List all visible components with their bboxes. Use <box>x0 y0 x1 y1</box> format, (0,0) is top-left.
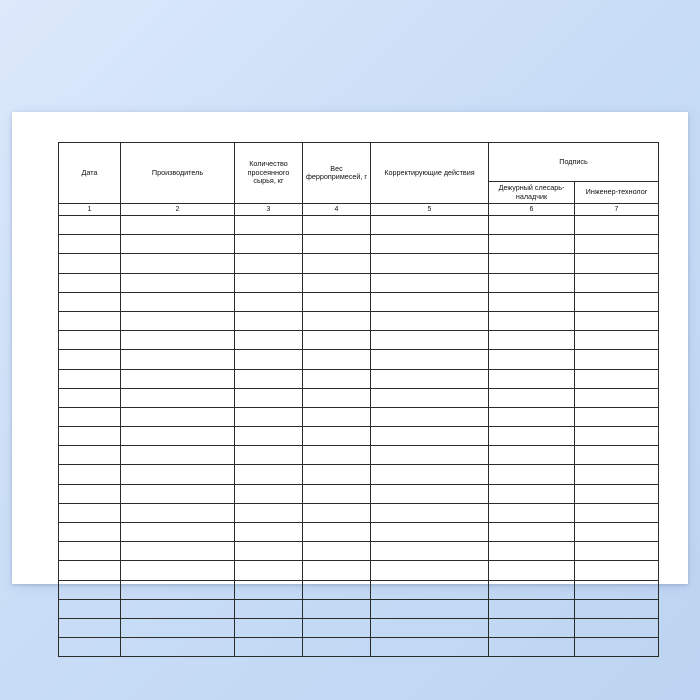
table-cell[interactable] <box>59 350 121 369</box>
table-row[interactable] <box>59 465 659 484</box>
col-header-process-engineer: Инженер-технолог <box>575 182 659 204</box>
col-number-1: 1 <box>59 204 121 216</box>
table-cell[interactable] <box>59 638 121 657</box>
table-cell[interactable] <box>235 407 303 426</box>
table-cell[interactable] <box>303 523 371 542</box>
table-cell[interactable] <box>489 216 575 235</box>
table-cell[interactable] <box>303 465 371 484</box>
col-header-ferro-weight: Вес ферропримесей, г <box>303 143 371 204</box>
table-cell[interactable] <box>303 638 371 657</box>
table-row[interactable] <box>59 580 659 599</box>
col-header-corrective-actions: Корректирующие действия <box>371 143 489 204</box>
table-cell[interactable] <box>575 484 659 503</box>
table-cell[interactable] <box>303 484 371 503</box>
table-cell[interactable] <box>371 388 489 407</box>
table-cell[interactable] <box>371 350 489 369</box>
table-row[interactable] <box>59 216 659 235</box>
table-cell[interactable] <box>575 503 659 522</box>
table-cell[interactable] <box>489 235 575 254</box>
table-cell[interactable] <box>303 580 371 599</box>
table-cell[interactable] <box>575 254 659 273</box>
table-header-row-main <box>59 143 659 182</box>
table-cell[interactable] <box>489 273 575 292</box>
table-cell[interactable] <box>575 427 659 446</box>
table-cell[interactable] <box>121 446 235 465</box>
table-cell[interactable] <box>303 235 371 254</box>
table-cell[interactable] <box>121 331 235 350</box>
table-row[interactable] <box>59 484 659 503</box>
table-cell[interactable] <box>489 388 575 407</box>
table-cell[interactable] <box>575 542 659 561</box>
table-row[interactable] <box>59 427 659 446</box>
table-cell[interactable] <box>489 599 575 618</box>
table-cell[interactable] <box>489 311 575 330</box>
table-cell[interactable] <box>303 561 371 580</box>
table-cell[interactable] <box>59 388 121 407</box>
table-cell[interactable] <box>575 331 659 350</box>
table-cell[interactable] <box>235 618 303 637</box>
table-cell[interactable] <box>303 331 371 350</box>
table-cell[interactable] <box>489 618 575 637</box>
table-cell[interactable] <box>303 369 371 388</box>
table-cell[interactable] <box>303 311 371 330</box>
document-paper <box>12 112 688 584</box>
table-cell[interactable] <box>59 292 121 311</box>
table-row[interactable] <box>59 331 659 350</box>
table-row[interactable] <box>59 311 659 330</box>
table-row[interactable] <box>59 618 659 637</box>
table-cell[interactable] <box>371 427 489 446</box>
table-cell[interactable] <box>575 235 659 254</box>
table-cell[interactable] <box>121 561 235 580</box>
table-row[interactable] <box>59 542 659 561</box>
table-cell[interactable] <box>121 465 235 484</box>
table-cell[interactable] <box>235 503 303 522</box>
col-number-6: 6 <box>489 204 575 216</box>
table-cell[interactable] <box>371 618 489 637</box>
table-row[interactable] <box>59 254 659 273</box>
table-cell[interactable] <box>371 542 489 561</box>
table-cell[interactable] <box>371 273 489 292</box>
table-cell[interactable] <box>489 427 575 446</box>
table-cell[interactable] <box>489 503 575 522</box>
table-cell[interactable] <box>303 292 371 311</box>
table-cell[interactable] <box>371 216 489 235</box>
table-cell[interactable] <box>121 484 235 503</box>
table-cell[interactable] <box>121 369 235 388</box>
table-row[interactable] <box>59 369 659 388</box>
table-cell[interactable] <box>235 254 303 273</box>
table-cell[interactable] <box>235 484 303 503</box>
table-cell[interactable] <box>489 523 575 542</box>
table-cell[interactable] <box>303 618 371 637</box>
table-cell[interactable] <box>59 427 121 446</box>
table-cell[interactable] <box>575 350 659 369</box>
table-cell[interactable] <box>235 331 303 350</box>
log-table <box>58 142 659 657</box>
table-cell[interactable] <box>121 618 235 637</box>
table-cell[interactable] <box>59 484 121 503</box>
table-cell[interactable] <box>303 599 371 618</box>
table-cell[interactable] <box>303 388 371 407</box>
table-cell[interactable] <box>575 292 659 311</box>
table-row[interactable] <box>59 599 659 618</box>
table-cell[interactable] <box>575 273 659 292</box>
table-row[interactable] <box>59 350 659 369</box>
table-cell[interactable] <box>371 235 489 254</box>
table-cell[interactable] <box>371 465 489 484</box>
table-cell[interactable] <box>121 599 235 618</box>
table-cell[interactable] <box>235 311 303 330</box>
col-header-manufacturer: Производитель <box>121 143 235 204</box>
col-number-2: 2 <box>121 204 235 216</box>
table-cell[interactable] <box>121 523 235 542</box>
table-cell[interactable] <box>575 465 659 484</box>
table-cell[interactable] <box>575 388 659 407</box>
table-cell[interactable] <box>303 216 371 235</box>
table-cell[interactable] <box>303 503 371 522</box>
table-row[interactable] <box>59 561 659 580</box>
table-cell[interactable] <box>235 446 303 465</box>
table-cell[interactable] <box>371 446 489 465</box>
col-header-sifted-quantity: Количество просеянного сырья, кг <box>235 143 303 204</box>
table-row[interactable] <box>59 638 659 657</box>
table-cell[interactable] <box>121 216 235 235</box>
table-cell[interactable] <box>235 216 303 235</box>
table-cell[interactable] <box>575 599 659 618</box>
table-cell[interactable] <box>575 311 659 330</box>
table-cell[interactable] <box>371 638 489 657</box>
table-cell[interactable] <box>235 523 303 542</box>
table-row[interactable] <box>59 407 659 426</box>
table-cell[interactable] <box>235 388 303 407</box>
table-cell[interactable] <box>59 618 121 637</box>
table-cell[interactable] <box>575 580 659 599</box>
table-cell[interactable] <box>59 523 121 542</box>
table-cell[interactable] <box>121 638 235 657</box>
table-cell[interactable] <box>121 311 235 330</box>
table-cell[interactable] <box>235 561 303 580</box>
col-header-date: Дата <box>59 143 121 204</box>
table-cell[interactable] <box>371 254 489 273</box>
table-cell[interactable] <box>59 561 121 580</box>
table-cell[interactable] <box>489 446 575 465</box>
table-cell[interactable] <box>489 350 575 369</box>
table-cell[interactable] <box>59 580 121 599</box>
table-cell[interactable] <box>121 254 235 273</box>
table-cell[interactable] <box>489 561 575 580</box>
table-cell[interactable] <box>235 292 303 311</box>
table-cell[interactable] <box>59 254 121 273</box>
table-cell[interactable] <box>575 561 659 580</box>
table-cell[interactable] <box>235 465 303 484</box>
table-cell[interactable] <box>235 350 303 369</box>
table-cell[interactable] <box>371 561 489 580</box>
log-sheet <box>58 142 658 657</box>
table-cell[interactable] <box>121 292 235 311</box>
table-row[interactable] <box>59 235 659 254</box>
table-cell[interactable] <box>371 580 489 599</box>
table-cell[interactable] <box>575 523 659 542</box>
table-cell[interactable] <box>59 503 121 522</box>
table-cell[interactable] <box>371 523 489 542</box>
table-cell[interactable] <box>59 542 121 561</box>
table-row[interactable] <box>59 388 659 407</box>
table-cell[interactable] <box>575 638 659 657</box>
table-cell[interactable] <box>489 331 575 350</box>
table-cell[interactable] <box>303 446 371 465</box>
table-cell[interactable] <box>489 484 575 503</box>
table-cell[interactable] <box>235 638 303 657</box>
table-cell[interactable] <box>303 254 371 273</box>
table-cell[interactable] <box>303 427 371 446</box>
table-cell[interactable] <box>371 484 489 503</box>
col-header-duty-mechanic: Дежурный слесарь-наладчик <box>489 182 575 204</box>
table-cell[interactable] <box>121 235 235 254</box>
col-number-4: 4 <box>303 204 371 216</box>
table-cell[interactable] <box>371 503 489 522</box>
table-cell[interactable] <box>121 427 235 446</box>
table-cell[interactable] <box>121 503 235 522</box>
table-cell[interactable] <box>235 273 303 292</box>
table-column-number-row <box>59 204 659 216</box>
col-header-signature-group: Подпись <box>489 143 659 182</box>
table-cell[interactable] <box>371 369 489 388</box>
table-cell[interactable] <box>121 580 235 599</box>
table-cell[interactable] <box>121 542 235 561</box>
table-cell[interactable] <box>489 580 575 599</box>
table-cell[interactable] <box>121 407 235 426</box>
table-cell[interactable] <box>59 331 121 350</box>
table-cell[interactable] <box>303 350 371 369</box>
table-cell[interactable] <box>371 599 489 618</box>
table-cell[interactable] <box>371 292 489 311</box>
table-cell[interactable] <box>489 465 575 484</box>
table-cell[interactable] <box>489 638 575 657</box>
table-cell[interactable] <box>121 273 235 292</box>
table-row[interactable] <box>59 273 659 292</box>
table-cell[interactable] <box>489 369 575 388</box>
table-cell[interactable] <box>371 407 489 426</box>
table-row[interactable] <box>59 292 659 311</box>
col-number-5: 5 <box>371 204 489 216</box>
table-cell[interactable] <box>575 216 659 235</box>
table-cell[interactable] <box>235 427 303 446</box>
table-cell[interactable] <box>371 331 489 350</box>
table-cell[interactable] <box>235 542 303 561</box>
table-cell[interactable] <box>235 599 303 618</box>
table-row[interactable] <box>59 503 659 522</box>
table-cell[interactable] <box>59 407 121 426</box>
table-cell[interactable] <box>59 369 121 388</box>
col-number-7: 7 <box>575 204 659 216</box>
table-cell[interactable] <box>59 465 121 484</box>
table-cell[interactable] <box>235 369 303 388</box>
table-body <box>59 216 659 657</box>
table-row[interactable] <box>59 523 659 542</box>
table-cell[interactable] <box>303 273 371 292</box>
table-cell[interactable] <box>575 407 659 426</box>
table-cell[interactable] <box>575 618 659 637</box>
table-cell[interactable] <box>121 350 235 369</box>
table-cell[interactable] <box>489 542 575 561</box>
table-cell[interactable] <box>489 407 575 426</box>
table-cell[interactable] <box>59 235 121 254</box>
table-cell[interactable] <box>489 254 575 273</box>
table-cell[interactable] <box>59 273 121 292</box>
table-cell[interactable] <box>371 311 489 330</box>
table-cell[interactable] <box>59 599 121 618</box>
table-cell[interactable] <box>59 216 121 235</box>
table-row[interactable] <box>59 446 659 465</box>
table-cell[interactable] <box>489 292 575 311</box>
table-cell[interactable] <box>59 446 121 465</box>
table-cell[interactable] <box>121 388 235 407</box>
table-cell[interactable] <box>303 542 371 561</box>
table-cell[interactable] <box>59 311 121 330</box>
col-number-3: 3 <box>235 204 303 216</box>
table-cell[interactable] <box>235 235 303 254</box>
table-cell[interactable] <box>575 369 659 388</box>
table-cell[interactable] <box>575 446 659 465</box>
table-cell[interactable] <box>303 407 371 426</box>
table-cell[interactable] <box>235 580 303 599</box>
